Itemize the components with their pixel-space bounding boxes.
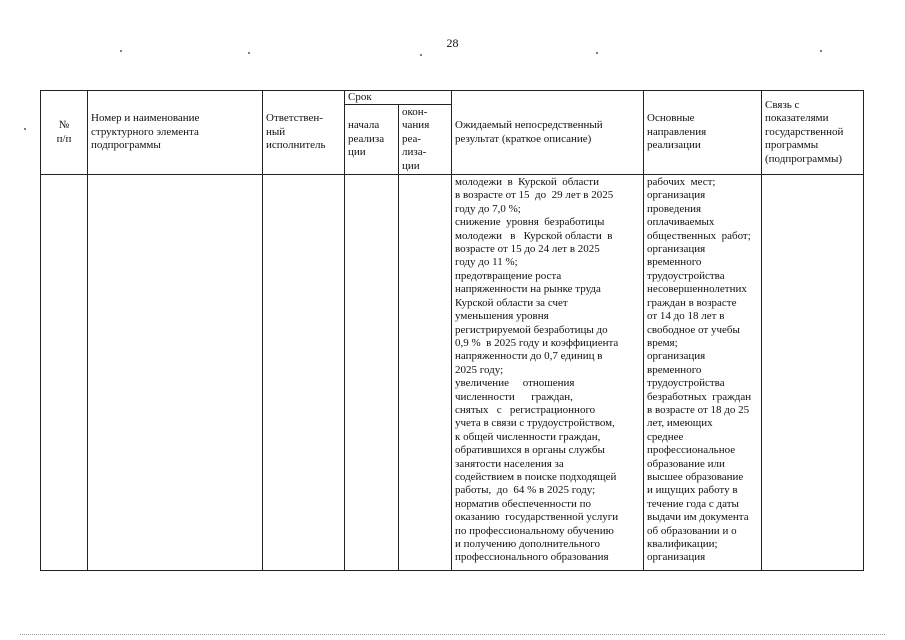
cell-end (399, 175, 452, 571)
cell-start (345, 175, 399, 571)
cell-name (88, 175, 263, 571)
header-result: Ожидаемый непосредственный результат (краткое описание) (452, 91, 644, 175)
scan-speck (420, 54, 422, 56)
cell-result: молодежи в Курской области в возрасте от 15 до 29 лет в 2025 году до 7,0 %; снижение уровня безработицы молодежи в Курской области в возрасте от 15 до 24 лет в 2025 году до 11 %; предотвращение роста напряженности на рынке труда Курской области за счет уменьшения уровня регистрируемой безработицы до 0,9 % в 2025 году и коэффициента напряженности до 0,7 единиц в 2025 году; увеличение отношения численности граждан, снятых с регистрационного учета в связи с трудоустройством, к общей численности граждан, обратившихся в органы службы занятости населения за содействием в поиске подходящей работы, до 64 % в 2025 году; норматив обеспеченности по оказанию государственной услуги по профессиональному обучению и получению дополнительного профессионального образования (452, 175, 644, 571)
scan-edge-noise (20, 634, 885, 638)
cell-link (762, 175, 864, 571)
cell-directions: рабочих мест; организация проведения оплачиваемых общественных работ; организация временного трудоустройства несовершеннолетних граждан в возрасте от 14 до 18 лет в свободное от учебы время; организация временного трудоустройства безработных граждан в возрасте от 18 до 25 лет, имеющих среднее профессиональное образование или высшее образование и ищущих работу в течение года с даты выдачи им документа об образовании и о квалификации; организация (644, 175, 762, 571)
header-start: начала реализа ции (345, 105, 399, 175)
header-row-top (41, 91, 864, 105)
scan-speck (248, 52, 250, 54)
header-num: № п/п (41, 91, 88, 175)
scan-speck (120, 50, 122, 52)
cell-num (41, 175, 88, 571)
program-table (40, 90, 864, 571)
header-directions: Основные направления реализации (644, 91, 762, 175)
page-number: 28 (446, 36, 459, 50)
header-name: Номер и наименование структурного элемента подпрограммы (88, 91, 263, 175)
table-row (41, 175, 864, 571)
scan-speck (596, 52, 598, 54)
header-end: окон- чания реа- лиза- ции (399, 105, 452, 175)
header-responsible: Ответствен- ный исполнитель (263, 91, 345, 175)
cell-responsible (263, 175, 345, 571)
scan-speck (24, 128, 26, 130)
scan-speck (820, 50, 822, 52)
header-term: Срок (345, 91, 452, 105)
header-link: Связь с показателями государственной программы (подпрограммы) (762, 91, 864, 175)
